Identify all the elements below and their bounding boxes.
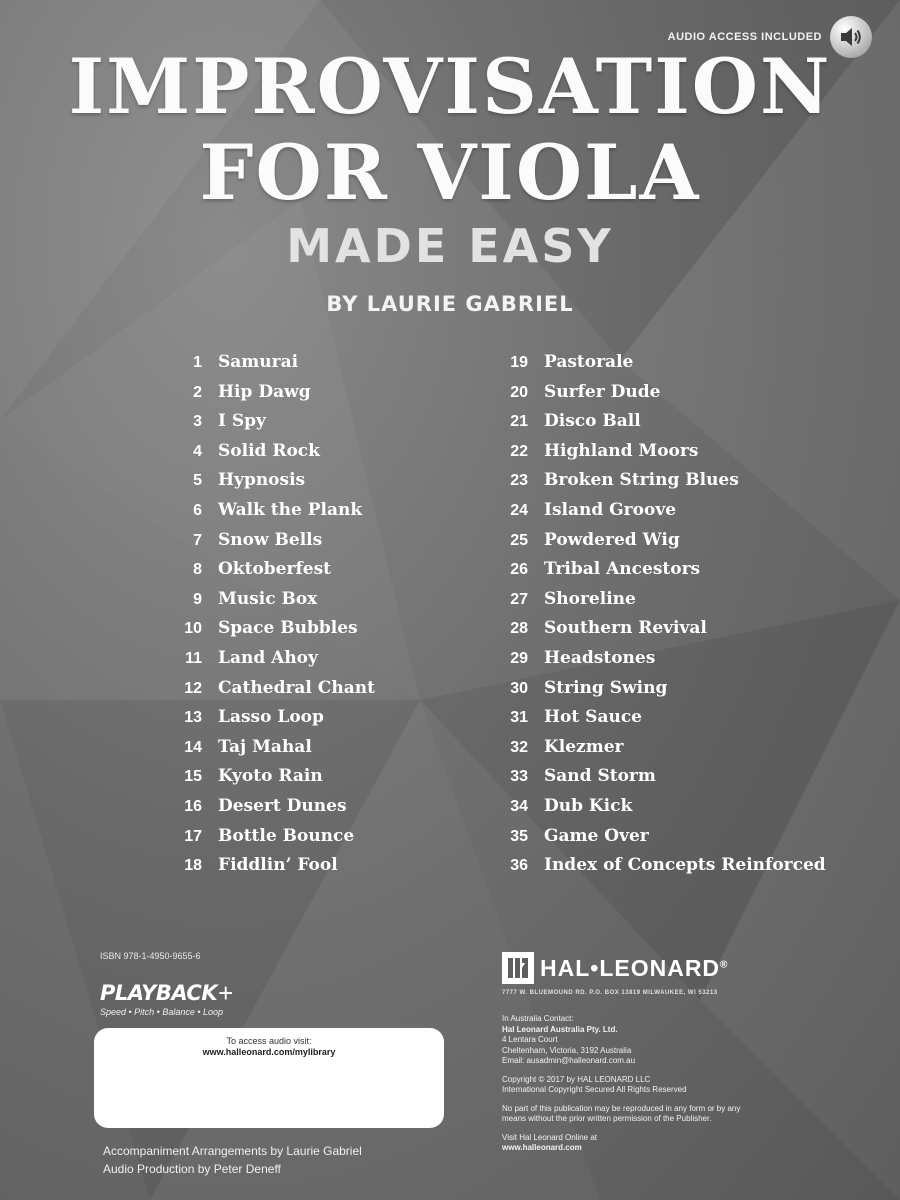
copyright-line-2: International Copyright Secured All Rights Reserved [502,1085,687,1094]
toc-item [496,441,826,471]
toc-item [496,470,826,500]
toc-item [170,766,375,796]
toc-item-title: Tribal Ancestors [544,559,701,580]
toc-item-number: 9 [193,590,202,608]
toc-item [170,500,375,530]
registered-mark: ® [720,958,729,970]
toc-item-title: String Swing [544,677,668,698]
toc-item [170,855,375,885]
contents-list-right [496,352,826,885]
access-url[interactable]: www.halleonard.com/mylibrary [202,1047,336,1057]
toc-item-number: 5 [193,472,202,490]
toc-item-title: Game Over [544,825,649,846]
toc-item-title: Hip Dawg [218,381,311,402]
toc-item-number: 7 [193,531,202,549]
credit-arrangements: Accompaniment Arrangements by Laurie Gabriel [103,1144,362,1158]
toc-item [496,382,826,412]
toc-item-number: 8 [193,561,202,579]
publisher-block [502,952,802,996]
toc-item-title: Solid Rock [218,440,320,461]
toc-item-number: 30 [510,679,528,697]
toc-item-number: 32 [510,738,528,756]
toc-item-number: 22 [510,442,528,460]
toc-item [170,796,375,826]
toc-item-number: 1 [193,354,202,371]
au-email: Email: ausadmin@halleonard.com.au [502,1056,636,1065]
toc-item [496,648,826,678]
toc-item [496,796,826,826]
toc-item-title: Index of Concepts Reinforced [544,855,826,876]
toc-item [170,826,375,856]
toc-item-title: Disco Ball [544,411,641,432]
toc-item-title: Space Bubbles [218,618,358,639]
toc-item [170,470,375,500]
toc-item-number: 24 [510,501,528,519]
toc-item-title: Pastorale [544,352,634,372]
playback-logo [100,978,233,1017]
credits [103,1142,362,1178]
toc-item-title: Walk the Plank [218,499,363,520]
toc-item-title: Lasso Loop [218,707,324,728]
toc-item-number: 28 [510,620,528,638]
toc-item-title: Dub Kick [544,795,633,816]
toc-item [170,678,375,708]
toc-item [170,441,375,471]
publisher-logo [502,952,802,984]
toc-item [496,855,826,885]
toc-item-number: 23 [510,472,528,490]
toc-item-number: 34 [510,797,528,815]
toc-item-title: Fiddlin’ Fool [218,855,338,876]
toc-item [496,500,826,530]
toc-item [496,559,826,589]
toc-item-number: 14 [184,738,202,756]
toc-item [496,589,826,619]
au-company: Hal Leonard Australia Pty. Ltd. [502,1024,618,1034]
toc-item [496,826,826,856]
notice-line-1: No part of this publication may be reproduced in any form or by any [502,1103,741,1113]
title-line-1: IMPROVISATION [68,42,832,131]
toc-item-number: 36 [510,857,528,875]
au-city: Cheltenham, Victoria, 3192 Australia [502,1045,632,1055]
audio-access-code-box [94,1028,444,1128]
toc-item-number: 29 [510,649,528,667]
toc-item-title: Highland Moors [544,440,699,461]
toc-item-number: 20 [510,383,528,401]
toc-item-number: 18 [184,857,202,875]
contents-list-left [170,352,375,885]
title-block [0,44,900,316]
toc-item [496,530,826,560]
toc-item [496,766,826,796]
toc-item-number: 33 [510,768,528,786]
publisher-contact [502,1014,812,1154]
toc-item [170,737,375,767]
toc-item [170,352,375,382]
toc-item-title: Kyoto Rain [218,766,323,787]
toc-item [170,618,375,648]
visit-url[interactable]: www.halleonard.com [502,1143,582,1152]
toc-item [496,707,826,737]
toc-item-number: 4 [193,442,202,460]
toc-item-title: Island Groove [544,499,677,520]
toc-item [496,678,826,708]
toc-item-title: Powdered Wig [544,529,680,550]
toc-item-title: Samurai [218,352,299,372]
toc-item-number: 21 [510,413,528,431]
toc-item [496,737,826,767]
publisher-name-text: HAL•LEONARD [540,954,721,981]
credit-audio-production: Audio Production by Peter Deneff [103,1162,281,1176]
toc-item-number: 2 [193,383,202,401]
copyright-line-1: Copyright © 2017 by HAL LEONARD LLC [502,1074,651,1084]
toc-item-title: Klezmer [544,736,624,757]
toc-item-title: Bottle Bounce [218,825,355,846]
toc-item-title: Headstones [544,647,656,668]
toc-item-number: 13 [184,709,202,727]
toc-item-number: 3 [193,413,202,431]
toc-item-title: Sand Storm [544,766,656,787]
toc-item [170,382,375,412]
toc-item-number: 17 [184,827,202,845]
toc-item-title: Hot Sauce [544,707,642,728]
toc-item-number: 31 [510,709,528,727]
access-instruction: To access audio visit: [226,1036,312,1046]
toc-item-title: Land Ahoy [218,647,318,668]
toc-item-number: 10 [184,620,202,638]
toc-item-title: Cathedral Chant [218,677,375,698]
toc-item-number: 19 [510,354,528,371]
toc-item [170,707,375,737]
toc-item [170,559,375,589]
plus-icon: + [218,978,234,1008]
toc-item [170,530,375,560]
toc-item [170,411,375,441]
isbn: ISBN 978-1-4950-9655-6 [100,951,201,961]
notice-line-2: means without the prior written permission of the Publisher. [502,1114,712,1123]
toc-item-title: Taj Mahal [218,736,312,757]
toc-item [170,589,375,619]
playback-wordmark: PLAYBACK [100,981,218,1005]
playback-tagline: Speed • Pitch • Balance • Loop [100,1007,224,1017]
hal-leonard-mark-icon [502,952,534,984]
toc-item [170,648,375,678]
toc-item [496,618,826,648]
toc-item-title: Surfer Dude [544,381,661,402]
toc-item-number: 35 [510,827,528,845]
toc-item-number: 12 [184,679,202,697]
au-contact-label: In Australia Contact: [502,1014,574,1023]
toc-item-title: Shoreline [544,588,636,609]
audio-access-label: AUDIO ACCESS INCLUDED [667,31,822,43]
toc-item-title: Snow Bells [218,529,323,550]
toc-item-number: 25 [510,531,528,549]
toc-item-number: 15 [184,768,202,786]
toc-item-number: 11 [185,649,202,667]
publisher-name [540,955,728,982]
toc-item-number: 26 [510,561,528,579]
au-street: 4 Lentara Court [502,1035,558,1044]
toc-item-number: 16 [184,797,202,815]
toc-item-title: Music Box [218,588,318,609]
publisher-address: 7777 W. BLUEMOUND RD. P.O. BOX 13819 MILWAUKEE, WI 53213 [502,990,718,996]
toc-item [496,411,826,441]
toc-item-title: Hypnosis [218,470,306,491]
author-byline: BY LAURIE GABRIEL [326,292,574,316]
toc-item-title: Broken String Blues [544,470,739,491]
toc-item-number: 6 [193,501,202,519]
title-line-2: FOR VIOLA [199,128,701,217]
toc-item-title: I Spy [218,411,266,432]
subtitle: MADE EASY [286,219,614,273]
toc-item-number: 27 [510,590,528,608]
toc-item [496,352,826,382]
toc-item-title: Southern Revival [544,618,707,639]
toc-item-title: Desert Dunes [218,795,347,816]
visit-label: Visit Hal Leonard Online at [502,1132,598,1142]
toc-item-title: Oktoberfest [218,559,331,580]
